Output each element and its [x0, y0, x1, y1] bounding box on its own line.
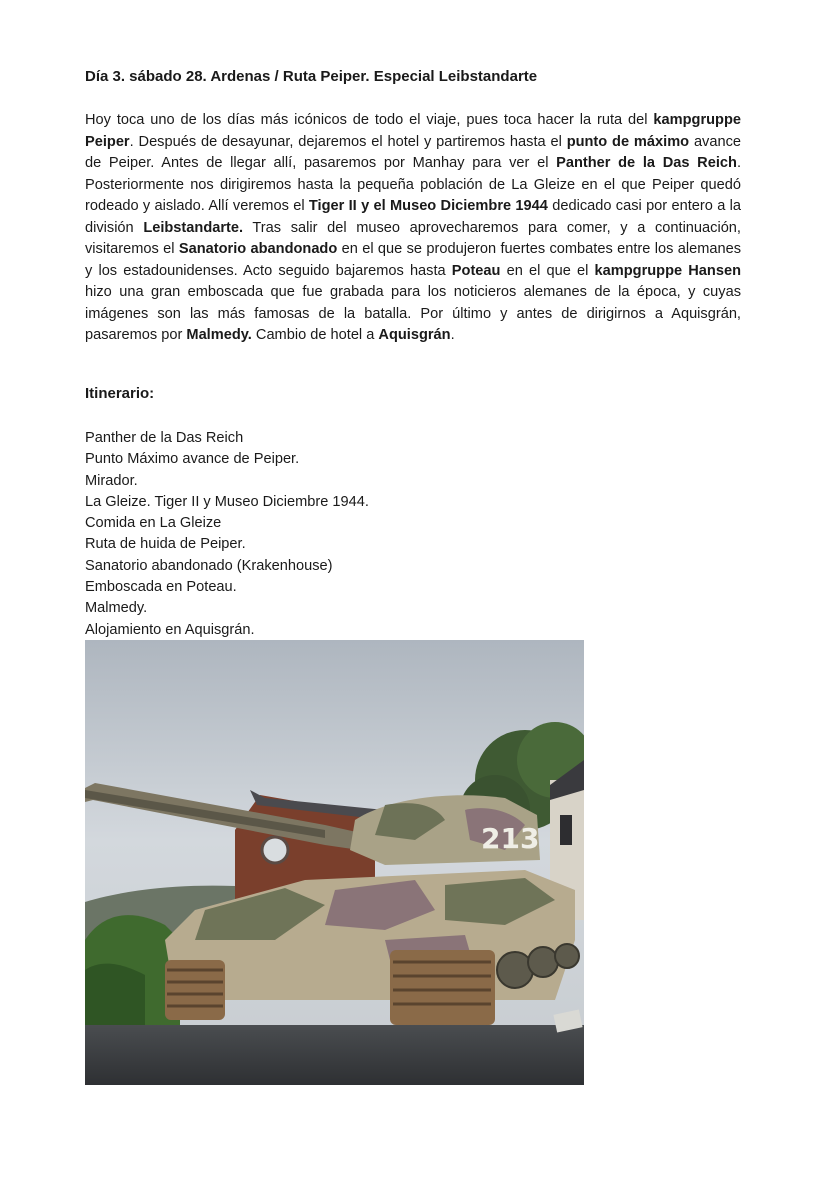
bold-text: Panther de la Das Reich: [556, 155, 737, 171]
text-run: Tras salir del museo aprovecharemos para comer, y a continuación, visitaremos el: [85, 219, 741, 257]
itinerary-title: Itinerario:: [85, 385, 155, 402]
itinerary-item: Ruta de huida de Peiper.: [85, 536, 246, 553]
itinerary-item: Punto Máximo avance de Peiper.: [85, 451, 300, 468]
itinerary-item: Alojamiento en Aquisgrán.: [85, 621, 255, 638]
text-run: en el que el: [500, 262, 595, 279]
description-paragraph: [85, 110, 741, 347]
itinerary-item: La Gleize. Tiger II y Museo Diciembre 1944.: [85, 493, 369, 510]
bold-text: Sanatorio abandonado: [178, 241, 338, 257]
text-run: . Posteriormente nos dirigiremos hasta la pequeña población de La Gleize en el que Peiper quedó rodeado y aislado. Allí veremos el: [85, 155, 741, 214]
itinerary-item: Malmedy.: [85, 600, 148, 617]
text-run: avance de Peiper. Antes de llegar allí, pasaremos por Manhay para ver el: [85, 133, 742, 171]
bold-text: Malmedy.: [186, 327, 252, 343]
itinerary-item: Panther de la Das Reich: [85, 430, 244, 446]
itinerary-item: Comida en La Gleize: [85, 515, 222, 532]
itinerary-item: Sanatorio abandonado (Krakenhouse): [85, 557, 333, 574]
bold-text: Poteau: [451, 262, 501, 279]
day-heading: Día 3. sábado 28. Ardenas / Ruta Peiper. Especial Leibstandarte: [85, 68, 538, 85]
itinerary-list: [85, 428, 369, 641]
text-run: Hoy toca uno de los días más icónicos de todo el viaje, pues toca hacer la ruta del: [85, 112, 654, 128]
text-run: dedicado casi por entero a la división: [85, 198, 741, 236]
bold-text: punto de máximo: [566, 133, 690, 150]
text-run: hizo una gran emboscada que fue grabada para los noticieros alemanes de la época, y cuyas imágenes son las más famosas de la batalla. Por último y antes de dirigirnos a Aquisgrán, pasaremos por: [85, 284, 741, 343]
bold-text: Leibstandarte.: [143, 219, 244, 236]
itinerary-item: Mirador.: [85, 472, 138, 489]
bold-text: kampgruppe Hansen: [594, 262, 741, 279]
bold-text: Aquisgrán: [378, 327, 451, 343]
bold-text: Tiger II y el Museo Diciembre 1944: [308, 198, 548, 214]
bold-text: kampgruppe Peiper: [85, 112, 741, 150]
text-run: en el que se produjeron fuertes combates entre los alemanes y los estadounidenses. Acto seguido bajaremos hasta: [85, 241, 741, 279]
itinerary-item: Emboscada en Poteau.: [85, 579, 237, 596]
tank-photo: [85, 640, 584, 1085]
text-run: Cambio de hotel a: [251, 327, 379, 343]
text-run: .: [450, 327, 455, 343]
text-run: . Después de desayunar, dejaremos el hotel y partiremos hasta el: [129, 133, 567, 150]
turret-number: 213: [481, 822, 540, 855]
